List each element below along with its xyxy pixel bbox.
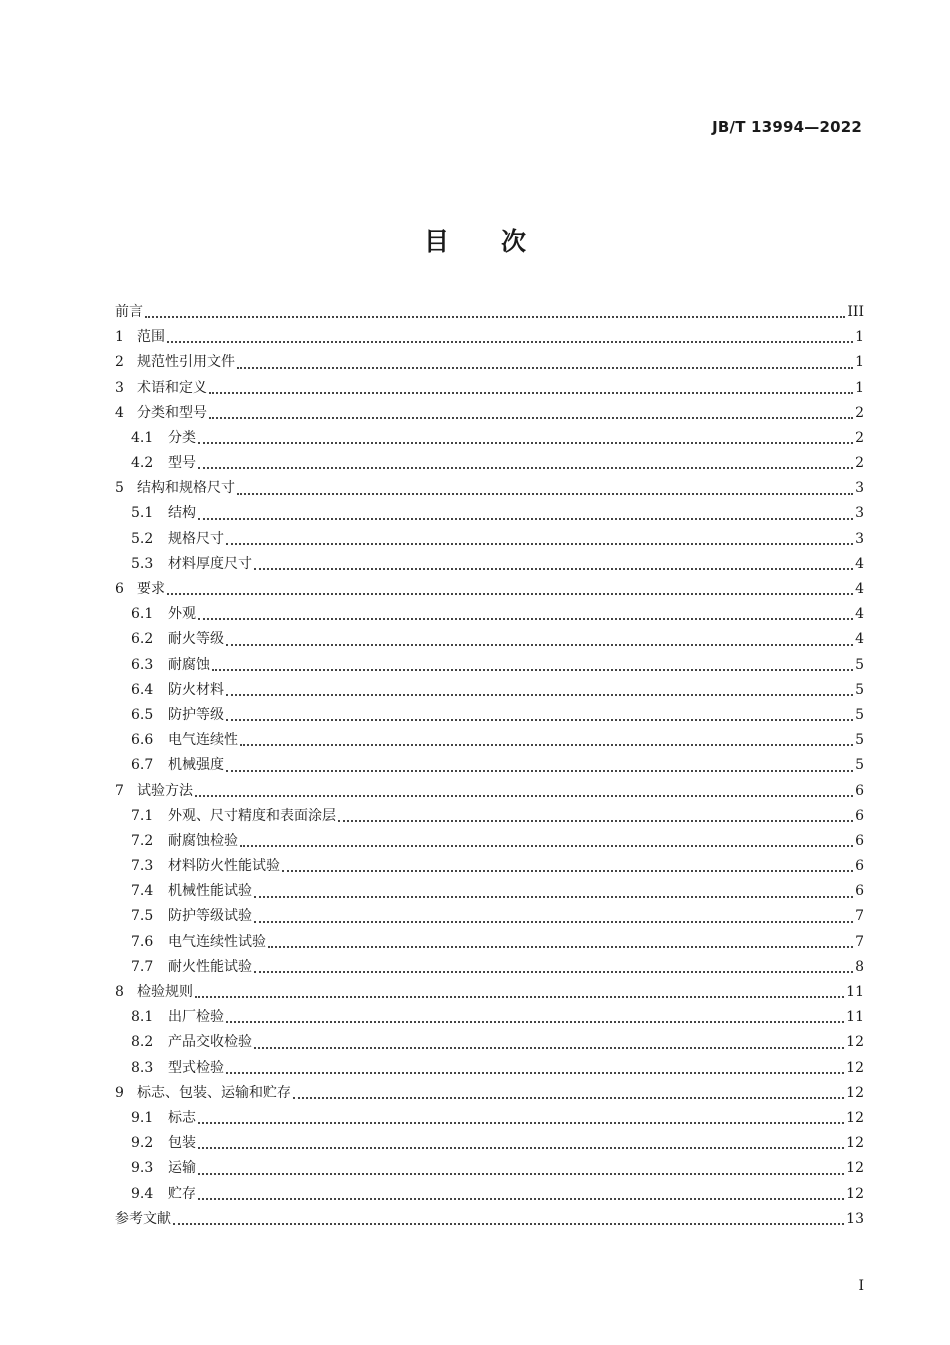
toc-entry[interactable] <box>115 451 864 476</box>
toc-entry-number: 2 <box>115 354 124 371</box>
toc-entry-page: 7 <box>855 933 864 950</box>
toc-entry-page: 1 <box>855 379 864 396</box>
toc-entry-label: 包装 <box>168 1135 196 1152</box>
toc-entry[interactable] <box>115 753 864 778</box>
toc-entry-page: 6 <box>855 782 864 799</box>
toc-entry-number: 9 <box>115 1084 124 1101</box>
toc-entry-number: 8.3 <box>131 1059 154 1076</box>
toc-entry-label: 电气连续性试验 <box>168 933 266 950</box>
toc-entry[interactable] <box>115 627 864 652</box>
toc-entry-label: 型号 <box>168 455 196 472</box>
toc-entry-number: 8.2 <box>131 1034 154 1051</box>
toc-entry-page: 4 <box>855 581 864 598</box>
toc-entry[interactable] <box>115 703 864 728</box>
toc-entry[interactable] <box>115 325 864 350</box>
table-of-contents <box>115 300 864 1232</box>
dot-leader <box>254 1047 844 1049</box>
toc-entry[interactable] <box>115 779 864 804</box>
dot-leader <box>254 896 853 898</box>
dot-leader <box>209 392 853 394</box>
toc-entry-number: 9.1 <box>131 1109 154 1126</box>
toc-entry-number: 6 <box>115 581 124 598</box>
toc-entry-label: 术语和定义 <box>137 379 207 396</box>
dot-leader <box>254 568 853 570</box>
toc-entry-page: 13 <box>846 1210 864 1227</box>
toc-entry-page: 6 <box>855 832 864 849</box>
dot-leader <box>338 820 853 822</box>
standard-code: JB/T 13994—2022 <box>712 118 862 136</box>
toc-entry-label: 电气连续性 <box>168 732 238 749</box>
toc-entry-number: 4 <box>115 404 124 421</box>
toc-entry-number: 8 <box>115 984 124 1001</box>
toc-entry-page: 3 <box>855 505 864 522</box>
toc-entry-number: 6.6 <box>131 732 154 749</box>
dot-leader <box>226 770 853 772</box>
toc-entry-label: 外观 <box>168 606 196 623</box>
toc-entry-label: 耐腐蚀检验 <box>168 832 238 849</box>
toc-entry-page: 11 <box>846 984 864 1001</box>
dot-leader <box>226 719 853 721</box>
toc-entry[interactable] <box>115 1156 864 1181</box>
dot-leader <box>226 1021 844 1023</box>
dot-leader <box>195 795 853 797</box>
toc-entry[interactable] <box>115 955 864 980</box>
toc-entry-page: 3 <box>855 530 864 547</box>
dot-leader <box>226 694 853 696</box>
toc-entry-label: 机械性能试验 <box>168 883 252 900</box>
toc-entry-number: 8.1 <box>131 1009 154 1026</box>
toc-entry-label: 前言 <box>115 303 143 320</box>
dot-leader <box>198 1122 844 1124</box>
toc-entry-page: 4 <box>855 606 864 623</box>
toc-entry[interactable] <box>115 905 864 930</box>
toc-entry[interactable] <box>115 401 864 426</box>
toc-entry[interactable] <box>115 854 864 879</box>
toc-entry-label: 标志 <box>168 1109 196 1126</box>
toc-entry[interactable] <box>115 1030 864 1055</box>
toc-entry-number: 7.1 <box>131 807 154 824</box>
toc-entry-number: 4.1 <box>131 429 154 446</box>
toc-entry-label: 耐腐蚀 <box>168 656 210 673</box>
dot-leader <box>167 593 853 595</box>
toc-entry-number: 7.2 <box>131 832 154 849</box>
toc-entry-label: 运输 <box>168 1160 196 1177</box>
toc-entry-page: 5 <box>855 681 864 698</box>
toc-entry-label: 材料防火性能试验 <box>168 858 280 875</box>
toc-entry-number: 6.7 <box>131 757 154 774</box>
dot-leader <box>198 618 853 620</box>
toc-entry-number: 6.5 <box>131 706 154 723</box>
toc-entry[interactable] <box>115 1056 864 1081</box>
toc-entry-number: 5 <box>115 480 124 497</box>
toc-entry-page: 4 <box>855 555 864 572</box>
dot-leader <box>198 467 853 469</box>
toc-entry-number: 6.2 <box>131 631 154 648</box>
toc-entry-number: 7.6 <box>131 933 154 950</box>
toc-entry-page: 12 <box>846 1059 864 1076</box>
toc-entry-label: 试验方法 <box>137 782 193 799</box>
toc-entry[interactable] <box>115 1131 864 1156</box>
toc-entry-label: 材料厚度尺寸 <box>168 555 252 572</box>
toc-entry[interactable] <box>115 476 864 501</box>
toc-entry[interactable] <box>115 602 864 627</box>
toc-entry-number: 9.3 <box>131 1160 154 1177</box>
page-number: I <box>858 1278 864 1294</box>
toc-entry-page: 6 <box>855 807 864 824</box>
toc-entry-number: 7.3 <box>131 858 154 875</box>
toc-entry-label: 分类和型号 <box>137 404 207 421</box>
toc-entry-number: 7.7 <box>131 958 154 975</box>
toc-entry-page: III <box>847 303 864 320</box>
toc-entry-label: 机械强度 <box>168 757 224 774</box>
toc-entry-page: 12 <box>846 1034 864 1051</box>
toc-entry-label: 耐火等级 <box>168 631 224 648</box>
toc-entry-number: 5.3 <box>131 555 154 572</box>
toc-entry-page: 7 <box>855 908 864 925</box>
toc-entry-number: 6.3 <box>131 656 154 673</box>
dot-leader <box>195 996 844 998</box>
toc-entry[interactable] <box>115 728 864 753</box>
toc-entry[interactable] <box>115 678 864 703</box>
toc-entry-number: 1 <box>115 329 124 346</box>
dot-leader <box>282 870 853 872</box>
dot-leader <box>209 417 853 419</box>
dot-leader <box>226 543 853 545</box>
toc-entry-label: 防护等级 <box>168 706 224 723</box>
toc-entry-page: 5 <box>855 732 864 749</box>
toc-entry-label: 标志、包装、运输和贮存 <box>137 1084 291 1101</box>
toc-entry[interactable] <box>115 1081 864 1106</box>
toc-entry-page: 6 <box>855 883 864 900</box>
toc-entry-page: 5 <box>855 757 864 774</box>
toc-entry-page: 12 <box>846 1160 864 1177</box>
toc-entry-label: 贮存 <box>168 1185 196 1202</box>
toc-entry-number: 9.4 <box>131 1185 154 1202</box>
toc-entry-number: 7.4 <box>131 883 154 900</box>
toc-entry-number: 5.1 <box>131 505 154 522</box>
toc-entry[interactable] <box>115 804 864 829</box>
dot-leader <box>198 442 853 444</box>
toc-entry[interactable] <box>115 829 864 854</box>
toc-entry-page: 12 <box>846 1185 864 1202</box>
toc-entry[interactable] <box>115 376 864 401</box>
toc-entry-label: 防护等级试验 <box>168 908 252 925</box>
toc-entry-label: 范围 <box>137 329 165 346</box>
toc-entry[interactable] <box>115 1106 864 1131</box>
toc-entry[interactable] <box>115 552 864 577</box>
toc-entry-label: 分类 <box>168 429 196 446</box>
toc-entry-page: 4 <box>855 631 864 648</box>
dot-leader <box>145 316 845 318</box>
toc-entry-label: 规格尺寸 <box>168 530 224 547</box>
toc-entry-label: 结构 <box>168 505 196 522</box>
page-title: 目次 <box>423 227 578 256</box>
toc-entry[interactable] <box>115 1182 864 1207</box>
toc-entry-label: 检验规则 <box>137 984 193 1001</box>
toc-entry[interactable] <box>115 426 864 451</box>
toc-entry-page: 6 <box>855 858 864 875</box>
dot-leader <box>240 744 853 746</box>
dot-leader <box>254 971 853 973</box>
dot-leader <box>198 1198 844 1200</box>
dot-leader <box>226 1072 844 1074</box>
dot-leader <box>212 669 853 671</box>
toc-entry-page: 2 <box>855 429 864 446</box>
toc-entry[interactable] <box>115 980 864 1005</box>
toc-entry-number: 7.5 <box>131 908 154 925</box>
toc-entry[interactable] <box>115 300 864 325</box>
toc-entry[interactable] <box>115 350 864 375</box>
dot-leader <box>237 367 853 369</box>
toc-entry-label: 结构和规格尺寸 <box>137 480 235 497</box>
toc-entry[interactable] <box>115 930 864 955</box>
toc-entry-label: 要求 <box>137 581 165 598</box>
toc-entry-page: 11 <box>846 1009 864 1026</box>
dot-leader <box>226 644 853 646</box>
dot-leader <box>240 845 853 847</box>
toc-entry-page: 1 <box>855 354 864 371</box>
dot-leader <box>293 1097 844 1099</box>
toc-entry-number: 9.2 <box>131 1135 154 1152</box>
dot-leader <box>173 1223 844 1225</box>
toc-entry-page: 12 <box>846 1109 864 1126</box>
toc-entry[interactable] <box>115 1207 864 1232</box>
toc-entry-label: 出厂检验 <box>168 1009 224 1026</box>
toc-entry-label: 外观、尺寸精度和表面涂层 <box>168 807 336 824</box>
dot-leader <box>198 518 853 520</box>
dot-leader <box>167 341 853 343</box>
toc-entry[interactable] <box>115 527 864 552</box>
toc-entry-label: 耐火性能试验 <box>168 958 252 975</box>
dot-leader <box>237 493 853 495</box>
dot-leader <box>198 1147 844 1149</box>
toc-entry-page: 12 <box>846 1135 864 1152</box>
dot-leader <box>254 921 853 923</box>
toc-entry-page: 3 <box>855 480 864 497</box>
toc-entry-number: 5.2 <box>131 530 154 547</box>
dot-leader <box>198 1173 844 1175</box>
toc-entry[interactable] <box>115 577 864 602</box>
toc-entry-page: 2 <box>855 455 864 472</box>
dot-leader <box>268 946 853 948</box>
toc-entry-page: 5 <box>855 706 864 723</box>
toc-entry-page: 2 <box>855 404 864 421</box>
toc-entry-page: 5 <box>855 656 864 673</box>
toc-entry[interactable] <box>115 879 864 904</box>
toc-entry-number: 6.1 <box>131 606 154 623</box>
toc-entry-page: 12 <box>846 1084 864 1101</box>
toc-entry-label: 型式检验 <box>168 1059 224 1076</box>
toc-entry[interactable] <box>115 1005 864 1030</box>
toc-entry-page: 8 <box>855 958 864 975</box>
toc-entry-label: 参考文献 <box>115 1210 171 1227</box>
toc-entry[interactable] <box>115 502 864 527</box>
toc-entry-number: 6.4 <box>131 681 154 698</box>
toc-entry-number: 7 <box>115 782 124 799</box>
toc-entry-label: 防火材料 <box>168 681 224 698</box>
toc-entry-page: 1 <box>855 329 864 346</box>
toc-entry-label: 规范性引用文件 <box>137 354 235 371</box>
toc-entry-number: 4.2 <box>131 455 154 472</box>
toc-entry[interactable] <box>115 653 864 678</box>
toc-entry-number: 3 <box>115 379 124 396</box>
toc-entry-label: 产品交收检验 <box>168 1034 252 1051</box>
